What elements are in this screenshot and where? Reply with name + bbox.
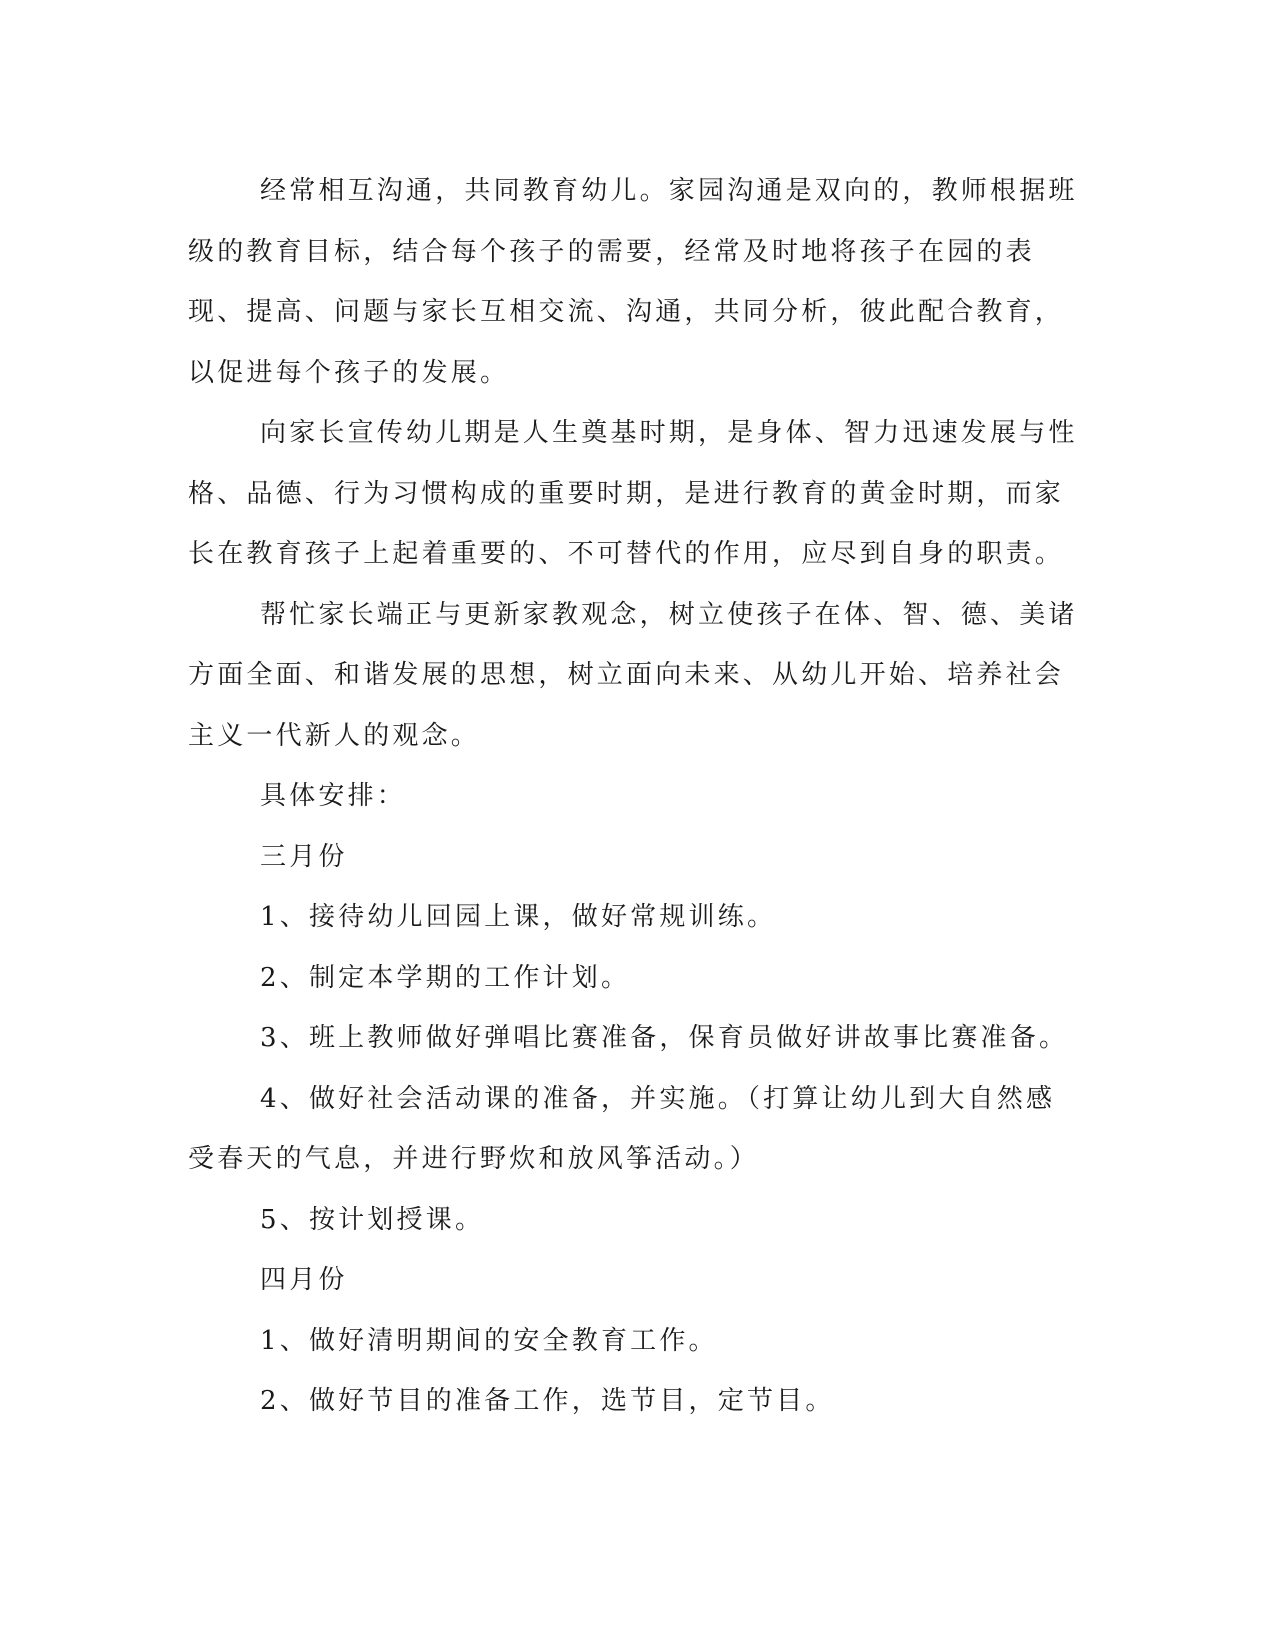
paragraph-early-childhood-importance: 向家长宣传幼儿期是人生奠基时期，是身体、智力迅速发展与性格、品德、行为习惯构成的重要时期，是进行教育的黄金时期，而家长在教育孩子上起着重要的、不可替代的作用，应尽到自身的职责。: [188, 418, 1078, 569]
paragraph-home-school-communication: 经常相互沟通，共同教育幼儿。家园沟通是双向的，教师根据班级的教育目标，结合每个孩子的需要，经常及时地将孩子在园的表现、提高、问题与家长互相交流、沟通，共同分析，彼此配合教育，以促进每个孩子的发展。: [188, 176, 1078, 388]
list-item: 2、做好节目的准备工作，选节目，定节目。: [260, 1386, 835, 1416]
section-heading-schedule: 具体安排：: [260, 781, 407, 811]
list-item: 5、按计划授课。: [260, 1204, 485, 1235]
month-heading-april: 四月份: [260, 1265, 348, 1295]
list-item: 2、制定本学期的工作计划。: [260, 962, 631, 993]
list-item: 1、接待幼儿回园上课，做好常规训练。: [260, 902, 777, 932]
month-heading-march: 三月份: [260, 841, 348, 872]
list-item: 1、做好清明期间的安全教育工作。: [260, 1325, 718, 1356]
document-body: [188, 161, 1078, 1432]
list-item: 3、班上教师做好弹唱比赛准备，保育员做好讲故事比赛准备。: [260, 1023, 1069, 1053]
list-item: 4、做好社会活动课的准备，并实施。（打算让幼儿到大自然感受春天的气息，并进行野炊和放风筝活动。）: [188, 1083, 1056, 1174]
paragraph-parent-education-concepts: 帮忙家长端正与更新家教观念，树立使孩子在体、智、德、美诸方面全面、和谐发展的思想，树立面向未来、从幼儿开始、培养社会主义一代新人的观念。: [188, 599, 1078, 751]
